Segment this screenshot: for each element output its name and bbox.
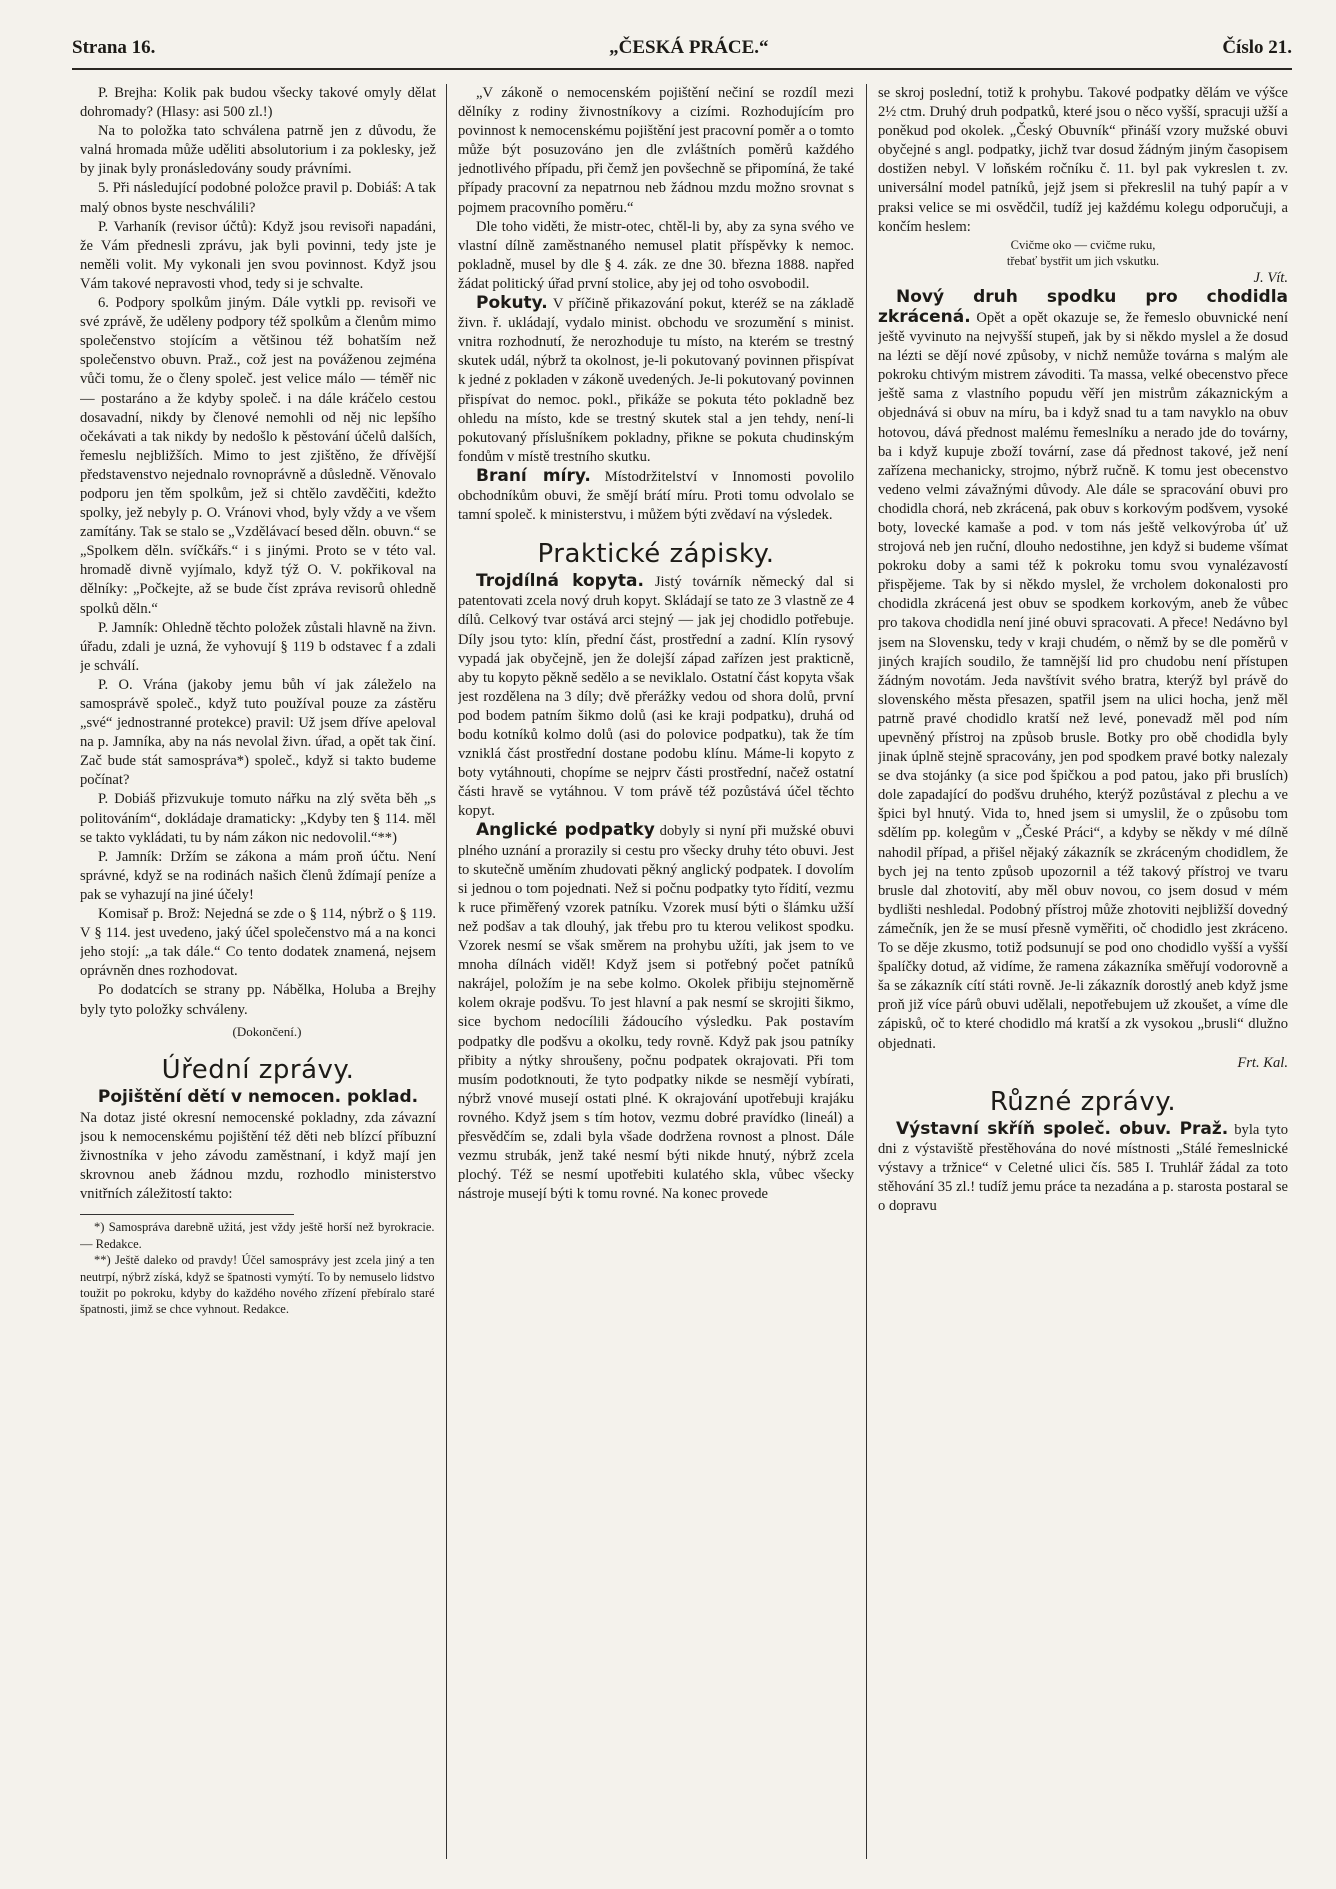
verse-line: Cvičme oko — cvičme ruku, [1010, 237, 1156, 252]
paragraph [458, 294, 854, 467]
paragraph: P. O. Vrána (jakoby jemu bůh ví jak záleželo na samosprávě společ., když tuto používal pouze za zástěru „své“ jednostranné protekce) pravil: Už jsem dříve apeloval na p. Jamníka, aby na nás nevolal živn. úřad, a opět tak činí. Zač bude stát samospráva*) společ., když si takto budeme počínat? [80, 676, 436, 789]
column-rule [446, 84, 447, 1859]
paragraph: „V zákoně o nemocenském pojištění nečiní se rozdíl mezi dělníky z rodiny živnostníkovy a cizími. Rozhodujícím pro povinnost k nemocenskému pojištění jest pracovní poměr a o tomto může být posuzováno jen dle zvláštních poměrů každého jednotlivého případu, při čemž jen povšechně se připomíná, že také případy pracovní za nepatrnou neb žádnou mzdu možno srovnat s pojmem pracovního poměru.“ [458, 85, 854, 216]
paragraph-text: Jistý továrník německý dal si patentovati zcela nový druh kopyt. Skládají se tato ze 3 vlastně ze 4 dílů. Celkový tvar ostává arci stejný — jak jej chodidlo potřebuje. Díly jsou tyto: klín, přední část, prostřední a zadní. Klín rysový vypadá jak obyčejně, jen že dolejší západ zařízen jest prakticně, aby tu kopyto pěkně sedělo a se neviklalo. Ostatní část kopyta však jest rozdělena na 3 díly; dvě přerážky vedou od shora dolů, první pod bodem patním šikmo dolů (asi ke kraji podpatku), druhá od bodu kotníků kolmo dolů (asi do polovice podpatku), tak že tím vzniklá část prostřední dostane podobu klínu. Máme-li kopyto z boty vytáhnouti, chopíme se nejprv části prostřední, načež ostatní části hravě se vytáhnou. V tom právě též pozůstává účel těchto kopyt. [458, 574, 854, 820]
footnote: *) Samospráva darebně užitá, jest vždy ještě horší než byrokracie. — Redakce. [80, 1220, 435, 1251]
paragraph [458, 572, 854, 821]
runin-title: Braní míry. [476, 465, 591, 486]
runin-title: Pokuty. [476, 293, 548, 314]
paragraph [878, 288, 1288, 1054]
footnote: **) Ještě daleko od pravdy! Účel samosprávy jest zcela jiný a ten neutrpí, nýbrž získá, když se špatnosti vymýtí. To by nemuselo lidstvo toužit po pokroku, kdyby do každého nového zřízení přebíralo staré špatnosti, jimž se chce vyhnout. Redakce. [80, 1253, 435, 1317]
paragraph-text: Místodržitelství v Innomosti povolilo obchodníkům obuvi, že smějí brátí míru. Proti tomu odvolalo se tamní společ. k ministerstvu, i můžem býti zvědaví na výsledek. [458, 468, 854, 524]
section-title: Úřední zprávy. [161, 1054, 355, 1085]
column-3 [878, 84, 1288, 1869]
runin-title: Anglické podpatky [476, 820, 655, 841]
column-rule [866, 84, 867, 1859]
paragraph-text: Opět a opět okazuje se, že řemeslo obuvnické není ještě vyvinuto na nejvyšší stupeň, jak by si někdo myslel a že dosud na lézti se dějí nové způsoby, v nichž nemůže továrna s malým ale pokroku chtivým mistrem závoditi. Ta massa, velké obecenstvo přece ještě sama z vlastního popudu věří jen mistrům zákaznickým a objednává si obuv na míru, ba i když snad tu a tam navyklo na obuv hotovou, dává přednost malému řemeslníku a nerado jde do továrny, ba i když kupuje zboží tovární, zase dá přednost takové, jež není zařízena mechanicky, strojmo, nýbrž ručně. K tomu jest obecenstvo vedeno velmi závažnými důvody. Ale dále se spracování obuvi pro chodidla chorá, neb zkrácená, pak obuv s korkovým podšvem, vysoké boty, lovecké kamaše a pod. v tom nás ještě velkovýroba úť už strojová neb jen ruční, dlouho nedostihne, jen když si budeme všímat pokroku doby a sami též k pokroku tomu svou vynalézavostí přispějeme. Tak by si někdo myslel, že vrcholem dokonalosti pro chodidla zkrácená jest obuv se spodkem korkovým, aneb že vůbec pro takova chodidla není jiné obuvi spracovati. A přece! Nedávno byl jsem na Slovensku, tedy v kraji chudém, o němž by se dle poměrů v jiných krajích soudilo, že tamnější lid pro chudobu není přístupen žádným novotám. Jeda navštívit svého bratra, kterýž byl právě do slovenského města přesazen, spatřil jsem na ulici hocha, jenž měl patrně pravé chodidlo kratší než levé, ponevadž měl pod ním upevněný přístroj na způsob brusle. Botky pro obě chodidla byly jinak úplně stejně spracovány, jen pod spodkem pravé botky nalezaly se dva stojánky (a sice pod špičkou a pod patou, jako při bruslích) dole zapadající do podšvu druhého, kterýž pozůstával z plechu a ve špici byl hnutý. Vida to, hned jsem si umyslil, že o způsobu tom sdělím pp. kolegům v „České Práci“, a kdyby se někdy v mé dílně nahodil případ, a přišel nějaký zákazník se zkráceným chodidlem, že bych jej na tento způsob upozornil a též takový přístroj ve tvaru brusle dal zhotovití, aby měl obuv novou, co jsem dosud v mém bydlišti neshledal. Podobný přístroj může zhotoviti nejbližší dovedný zámečník, jen že se musí přesně vyměřiti, oč chodidlo jest zkráceno. To se děje zkusmo, totiž podsunují se pod ono chodidlo vyšší a vyšší špalíčky dotud, až vidíme, že ramena zákazníka směřují vodorovně a ša se zákazník cítí státi rovně. Je-li zákazník dorostlý aneb když jsme proň již více párů obuvi udělali, nepotřebujem už zkoušet, a víme dle zápisků, oč to které chodidlo má kratší a zk vysokou „brusli“ dlužno objednati. [878, 309, 1288, 1052]
issue-number: Číslo 21. [1222, 37, 1292, 58]
paragraph: Komisař p. Brož: Nejedná se zde o § 114, nýbrž o § 119. V § 114. jest uvedeno, jaký účel společenstvo má a na konci jeho stojí: „a tak dále.“ Co tento dodatek znamená, nejsem oprávněn dnes rozhodovat. [80, 906, 436, 980]
page-number: Strana 1​6. [72, 37, 156, 58]
section-title: Praktické zápisky. [537, 539, 775, 570]
author-signature: Frt. Kal. [1237, 1054, 1288, 1071]
article-headline: Pojištění dětí v nemocen. poklad. [97, 1086, 419, 1107]
page-header [72, 28, 1292, 70]
paragraph [878, 1120, 1288, 1216]
paragraph: 5. Při následující podobné položce pravil p. Dobiáš: A tak malý obnos byste neschválili? [80, 180, 436, 216]
paragraph: Na dotaz jisté okresní nemocenské pokladny, zda závazní jsou k nemocenskému pojištění též děti neb blízcí příbuzní živnostníka v jeho závodu zaměstnaní, i když mají jen skrovnou aneb žádnou mzdu, rozhodlo ministerstvo vnitřních záležitostí takto: [80, 1109, 436, 1203]
paragraph-text: V příčině přikazování pokut, kteréž se na základě živn. ř. ukládají, vydalo minist. obchodu ve srozumění s minist. vnitra rozhodnutí, že nerozhoduje tu místo, na kterém se trestný skutek udál, nýbrž ta okolnost, je-li pokutovaný povinnen přispívat k jedné z pokladen v zákoně uvedených. Je-li pokutovaný povinnen přispívat do nemoc. pokl., přikáže se pokuta této pokladně bez ohledu na místo, kde se trestný skutek stal a jen tehdy, není-li pokutovaný příslušníkem pokladny, přikne se pokuta chudinským fondům v místě trestního skutku. [458, 296, 854, 465]
paragraph: se skroj poslední, totiž k prohybu. Takové podpatky dělám ve výšce 2½ ctm. Druhý druh podpatků, které jsou o něco vyšší, spracuji užší a poněkud pod okolek. „Český Obuvník“ přináší vzory mužské obuvi obyčejné s angl. podpatky, jichž tvar dosud žádným jiným časopisem dostižen nebyl. V loňském ročníku č. 11. byl pak vykreslen t. zv. universální model patníků, jejž jsem si překreslil na tuhý papír a v praksi velice se mi osvědčil, tudíž jej každému kolegu odporučuji, a končím heslem: [878, 85, 1288, 235]
paragraph: P. Jamník: Držím se zákona a mám proň účtu. Není správné, když se na rodinách našich členů ždímají peníze a pak se vyhazují na jiné účely! [80, 848, 436, 903]
runin-title: Trojdílná kopyta. [476, 571, 644, 592]
paragraph: Dle toho viděti, že mistr-otec, chtěl-li by, aby za syna svého ve vlastní dílně zaměstnaného nemusel platit příspěvky k nemoc. pokladně, musel by dle § 4. zák. ze dne 30. března 1888. napřed žádat politický úřad první stolice, aby jej od toho osvobodil. [458, 218, 854, 292]
verse-line: třebať bystřit um jich vskutku. [1006, 253, 1160, 268]
paragraph: P. Varhaník (revisor účtů): Když jsou revisoři napadáni, že Vám přednesli zprávu, jak byli povinni, tedy jste je neměli volit. My vykonali jen svou povinnost. Když jsou Vám takové nepravosti vhod, tedy si je schvalte. [80, 218, 436, 292]
paragraph-text: byla tyto dni z výstaviště přestěhována do nové místnosti „Stálé řemeslnické výstavy a tržnice“ v Celetné ulici čís. 585 I. Truhlář žádal za toto stěhování 35 zl.! tudíž jemu práce ta nezadána a p. starosta postaral se o dopravu [878, 1121, 1288, 1215]
paragraph: 6. Podpory spolkům jiným. Dále vytkli pp. revisoři ve své zprávě, že uděleny podpory též spolkům a členům mimo společenstvo stojícím a většinou též bohatším než společenstvo obuvn. Praž., což jest na pováženou zejména vůči tomu, že o členy společ. jest velice málo — téměř nic — postaráno a že kdyby společ. i na dále kráčelo cestou dosavadní, nikdy by členové nemohli od něj nic lepšího očekávati a tak nikdy by nedošlo k pěstování účelů dalších, řemeslu nejbližších. Mimo to jest zjištěno, že dřívější představenstvo nejednalo rovnoprávně a důsledně. Věnovalo podporu jen těm spolkům, jež si chtělo zavděčiti, kdežto spolky, jež nebyly p. O. Vránovi vhod, byly vždy a ve všem zamítány. Tak se stalo se „Vzdělávací besed děln. obuvn.“ se „Spolkem děln. svíčkářs.“ i s jinými. Proto se v této val. hromadě divně vyjímalo, když týž O. V. pokřikoval na dělníky: „Počkejte, až se bude číst zpráva revisorů ohledně spolků děln.“ [80, 295, 436, 617]
paragraph: P. Dobiáš přizvukuje tomuto nářku na zlý světa běh „s politováním“, dokládaje dramaticky: „Kdyby ten § 114. měl se takto vykládati, tu by nám zákon nic nedovolil.“**) [80, 791, 436, 846]
paragraph: Po dodatcích se strany pp. Nábělka, Holuba a Brejhy byly tyto položky schváleny. [80, 982, 436, 1018]
column-1 [80, 84, 436, 1869]
continued-note: (Dokončení.) [232, 1023, 302, 1039]
author-signature: J. Vít. [1253, 269, 1288, 286]
paragraph: P. Jamník: Ohledně těchto položek zůstali hlavně na živn. úřadu, zdali je uzná, že vyhovují § 119 b odstavec f a zdali je schválí. [80, 619, 436, 674]
newspaper-title: „ČESKÁ PRÁCE.“ [609, 37, 769, 58]
paragraph [458, 467, 854, 525]
column-2 [458, 84, 854, 1869]
paragraph [458, 821, 854, 1204]
paragraph: P. Brejha: Kolik pak budou všecky takové omyly dělat dohromady? (Hlasy: asi 500 zl.!) [80, 85, 436, 121]
paragraph-text: dobyly si nyní při mužské obuvi plného uznání a prorazily si cestu pro všecky druhy této obuvi. Jest to skutečně uměním zhudovati pěkný anglický podpatek. I dovolím si jednou o tom pojednati. Než si počnu podpatky tyto řídití, vezmu k ruce přiměřený vzorek patníku. Vzorek musí býti o šlámku užší než podšav a tak dlouhý, jak třebu pro tu kterou velikost spodku. Vzorek nesmí se však směrem na prohybu užíti, jak jsem to ve mnoha dílnách viděl! Když jsem si potřebný počet patníků nakrájel, položím je na sebe kolmo. Okolek přibiju stejnoměrně kolem okraje podšvu. To jest hlavní a pak nesmí se skrojiti šikmo, sice bychom nedocílili žádoucího výsledku. Pak postavím podpatky dle podšvu a okolku, tedy rovně. Když pak jsou patníky přibity a nýtky shroušeny, počnu podpatek okrajovati. Při tom musím podotknouti, že tyto podpatky nikde se nesmějí vybírati, nýbrž vnové musejí ostati plné. K okrajování upotřebuji krajáku rovného. Když jsem s tím hotov, vezmu dobré pravídko (lineál) a přesvědčím se, zdali byla všade dodržena rovnost a plnost. Dále vezmu strubák, jenž také nesmí býti nikde hnutý, nýbrž zcela plochý. Též se nesmí upotřebiti kulatého skla, vůbec všecky nástroje musejí býti k tomu rovné. Na konec provede [458, 823, 854, 1203]
paragraph: Na to položka tato schválena patrně jen z důvodu, že valná hromada může uděliti absolutorium i za poklesky, jež by jinak byly pronásledovány soudy právními. [80, 123, 436, 178]
runin-title: Nový druh spodku pro chodidla zkrácená. [878, 286, 1288, 327]
footnotes [80, 1214, 435, 1317]
runin-title: Výstavní skříň společ. obuv. Praž. [896, 1118, 1229, 1139]
section-title: Různé zprávy. [989, 1086, 1177, 1117]
